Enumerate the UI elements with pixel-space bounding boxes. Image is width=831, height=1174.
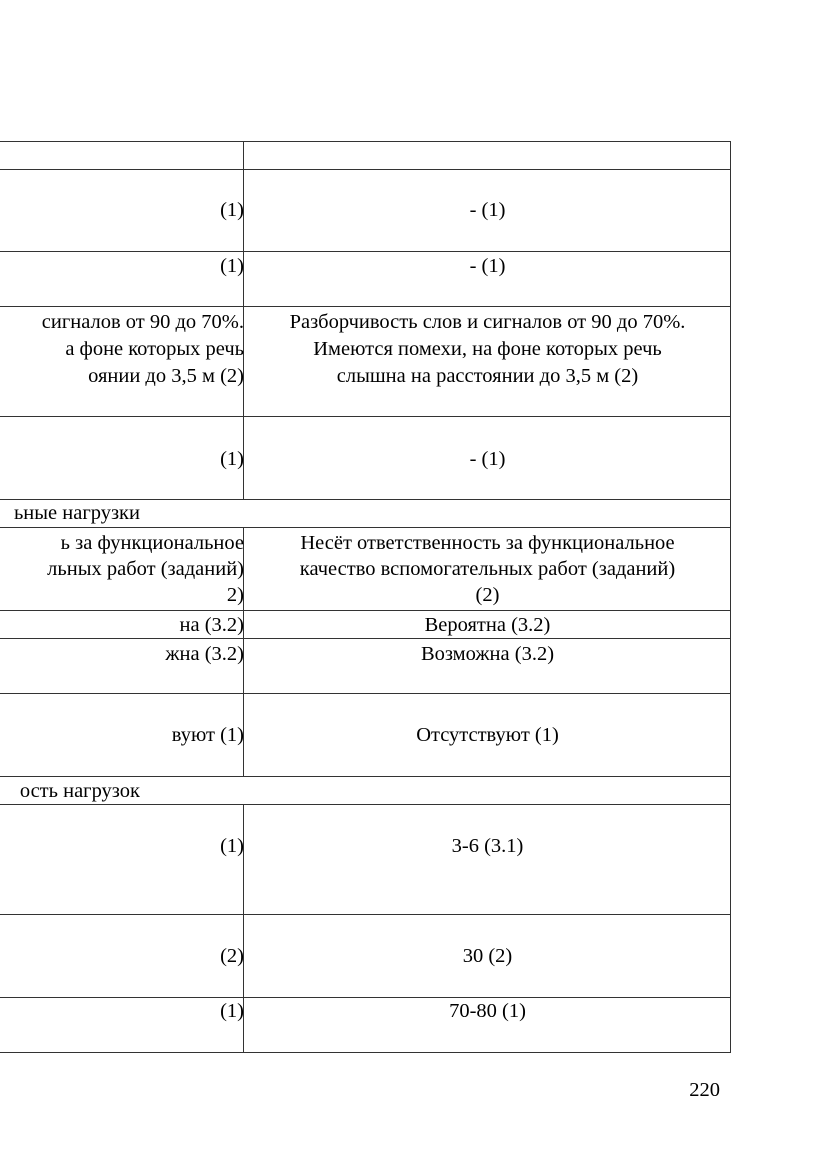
table-border-bottom xyxy=(0,1052,731,1053)
table-cell-right: Возможна (3.2) xyxy=(420,643,555,665)
table-cell-right: - (1) xyxy=(469,448,506,470)
table-cell-right: - (1) xyxy=(469,199,506,221)
table-cell-right-line: Несёт ответственность за функциональное xyxy=(300,532,675,554)
table-cell-left: вуют (1) xyxy=(171,724,244,746)
table-cell-left-line: сигналов от 90 до 70%. xyxy=(41,311,244,333)
table-cell-right-line: качество вспомогательных работ (заданий) xyxy=(299,558,676,580)
table-cell-right: - (1) xyxy=(469,255,506,277)
table-row-divider xyxy=(0,169,731,170)
table-row-divider xyxy=(0,306,731,307)
table-row-divider xyxy=(0,776,731,777)
table-cell-left: (1) xyxy=(220,199,244,221)
table-cell-left: (1) xyxy=(220,255,244,277)
table-cell-left: жна (3.2) xyxy=(165,643,244,665)
table-cell-right-line: (2) xyxy=(475,584,500,606)
table-cell-right-line: Разборчивость слов и сигналов от 90 до 70%. xyxy=(289,311,686,333)
table-cell-right: Вероятна (3.2) xyxy=(424,614,551,636)
table-cell-right: 30 (2) xyxy=(462,945,513,967)
table-cell-left-line: оянии до 3,5 м (2) xyxy=(88,365,244,387)
table-section-header: ость нагрузок xyxy=(19,780,140,802)
table-row-divider xyxy=(0,914,731,915)
table-row-divider xyxy=(0,693,731,694)
table-cell-left-line: а фоне которых речь xyxy=(65,338,244,360)
table-cell-right-line: слышна на расстоянии до 3,5 м (2) xyxy=(336,365,639,387)
table-cell-right: 3-6 (3.1) xyxy=(451,835,524,857)
table-cell-left: (1) xyxy=(220,835,244,857)
table-row-divider xyxy=(0,416,731,417)
table-section-header: ьные нагрузки xyxy=(13,502,140,524)
page-number: 220 xyxy=(689,1079,720,1101)
table-cell-left-line: льных работ (заданий) xyxy=(47,558,244,580)
table-border-top xyxy=(0,141,731,142)
table-cell-left: на (3.2) xyxy=(179,614,244,636)
table-cell-left: (2) xyxy=(220,945,244,967)
table-cell-left: (1) xyxy=(220,448,244,470)
table-cell-left-line: ь за функциональное xyxy=(60,532,244,554)
table-row-divider xyxy=(0,610,731,611)
table-row-divider xyxy=(0,527,731,528)
table-cell-right: Отсутствуют (1) xyxy=(416,724,559,746)
table-cell-left-line: 2) xyxy=(226,584,244,606)
table-cell-left: (1) xyxy=(220,1000,244,1022)
table-cell-right-line: Имеются помехи, на фоне которых речь xyxy=(313,338,662,360)
table-row-divider xyxy=(0,251,731,252)
table-cell-right: 70-80 (1) xyxy=(449,1000,526,1022)
